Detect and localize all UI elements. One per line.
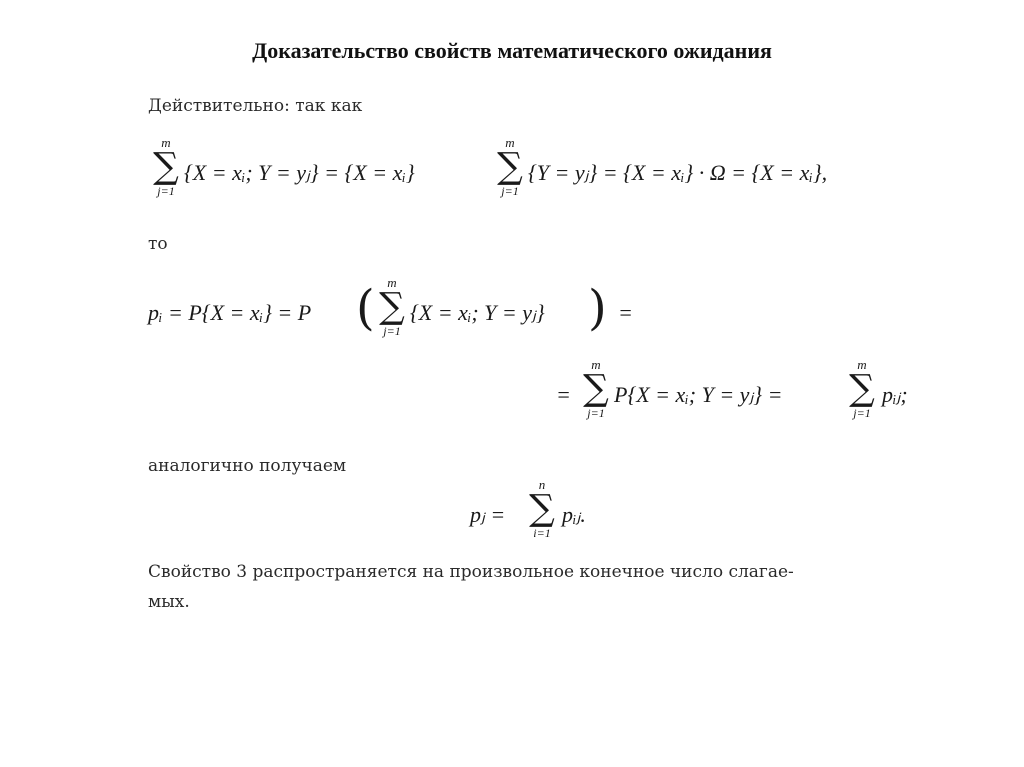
sum-symbol: m ∑ j=1 (583, 357, 609, 420)
formula-4-part-b: pᵢⱼ. (562, 502, 586, 527)
intro-text: Действительно: так как (148, 96, 363, 116)
sum-symbol: m ∑ j=1 (849, 357, 875, 420)
formula-1-part-b: {Y = yⱼ} = {X = xᵢ} · Ω = {X = xᵢ}, (528, 160, 828, 185)
sum-symbol: m ∑ j=1 (497, 135, 523, 198)
similarly-text: аналогично получаем (148, 456, 347, 476)
formula-2-part-a: pᵢ = P{X = xᵢ} = P (148, 300, 312, 325)
property-text-line-2: мых. (148, 592, 190, 612)
open-paren: ( (356, 280, 375, 336)
formula-2-part-b: {X = xᵢ; Y = yⱼ} (410, 300, 545, 325)
formula-1-part-a: {X = xᵢ; Y = yⱼ} = {X = xᵢ} (184, 160, 415, 185)
sum-symbol: m ∑ j=1 (379, 275, 405, 338)
formula-2-equals: = (618, 300, 633, 325)
formula-4-part-a: pⱼ = (470, 502, 506, 527)
page-title: Доказательство свойств математического ожидания (252, 38, 772, 63)
formula-3-part-c: pᵢⱼ; (882, 382, 908, 407)
formula-3-part-b: P{X = xᵢ; Y = yⱼ} = (614, 382, 783, 407)
formula-3-equals: = (556, 382, 571, 407)
then-text: то (148, 234, 168, 254)
sum-symbol: n ∑ i=1 (529, 477, 555, 540)
sum-symbol: m ∑ j=1 (153, 135, 179, 198)
close-paren: ) (588, 280, 607, 336)
property-text-line-1: Свойство 3 распространяется на произвольное конечное число слагае- (148, 562, 794, 582)
